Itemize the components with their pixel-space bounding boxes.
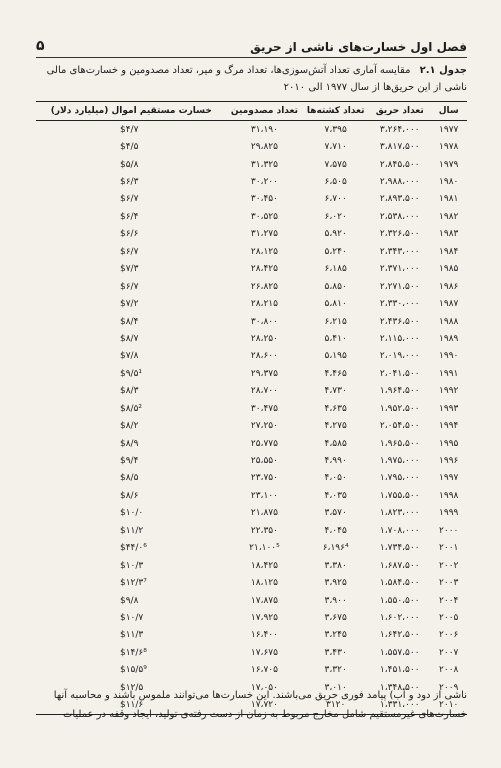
cell-property-loss: $۹/۴ bbox=[120, 456, 139, 467]
cell-year: ۱۹۹۵ bbox=[439, 438, 459, 449]
cell-year: ۱۹۹۲ bbox=[439, 386, 459, 397]
cell-property-loss: $۸/۳ bbox=[120, 386, 139, 397]
cell-fires: ۱،۶۰۲،۰۰۰ bbox=[379, 612, 420, 623]
cell-injuries: ۱۷،۷۲۰ bbox=[227, 696, 303, 714]
cell-year: ۲۰۰۴ bbox=[439, 595, 459, 606]
table-caption-label: جدول ۲.۱ bbox=[419, 65, 467, 76]
cell-injuries: ۲۳،۷۵۰ bbox=[250, 473, 278, 484]
cell-deaths: ۶،۱۹۶⁴ bbox=[322, 543, 349, 554]
cell-deaths: ۵،۴۱۰ bbox=[324, 333, 347, 344]
cell-fires: ۱،۵۵۷،۵۰۰ bbox=[379, 647, 420, 658]
table-row bbox=[36, 505, 467, 522]
cell-year: ۱۹۸۷ bbox=[439, 299, 459, 310]
table-row bbox=[36, 662, 467, 679]
cell-property-loss: $۱۴/۶⁸ bbox=[120, 647, 147, 658]
cell-deaths: ۳،۴۳۰ bbox=[324, 647, 347, 658]
chapter-title: فصل اول خسارت‌های ناشی از حریق bbox=[250, 40, 467, 54]
cell-injuries: ۲۲،۳۵۰ bbox=[250, 525, 278, 536]
cell-fires: ۱،۵۸۴،۵۰۰ bbox=[379, 578, 420, 589]
cell-property-loss: $۶/۳ bbox=[120, 177, 139, 188]
body-text-line-2: خسارت‌های غیرمستقیم شامل مخارج مربوط به زمان از دست رفته‌ی تولید، ایجاد وقفه در عملیات bbox=[62, 709, 467, 720]
cell-fires: ۲،۰۴۱،۵۰۰ bbox=[379, 368, 420, 379]
cell-property-loss: $۶/۷ bbox=[120, 194, 139, 205]
cell-fires: ۲،۳۲۶،۵۰۰ bbox=[379, 229, 420, 240]
cell-year: ۲۰۰۲ bbox=[439, 560, 459, 571]
cell-fires: ۲،۰۱۹،۰۰۰ bbox=[379, 351, 420, 362]
cell-injuries: ۲۸،۴۲۵ bbox=[250, 264, 278, 275]
cell-injuries: ۲۶،۸۲۵ bbox=[250, 281, 278, 292]
cell-fires: ۲،۸۴۵،۵۰۰ bbox=[379, 159, 420, 170]
cell-fires: ۱،۹۷۵،۰۰۰ bbox=[379, 456, 420, 467]
body-text-line-1: ناشی از دود و آب) پیامد فوری حریق می‌باشند. این خسارت‌ها می‌توانند ملموس باشند و محاسبه آنها bbox=[53, 690, 467, 701]
cell-deaths: ۳،۹۲۵ bbox=[324, 578, 347, 589]
cell-deaths: ۴،۹۹۰ bbox=[324, 456, 347, 467]
cell-year: ۲۰۰۵ bbox=[439, 612, 459, 623]
cell-year: ۲۰۰۸ bbox=[439, 665, 459, 676]
cell-injuries: ۳۰،۴۵۰ bbox=[250, 194, 278, 205]
cell-deaths: ۷،۳۹۵ bbox=[324, 124, 347, 135]
cell-fires: ۲،۱۱۵،۰۰۰ bbox=[379, 333, 420, 344]
cell-fires: ۱،۷۹۵،۰۰۰ bbox=[379, 473, 420, 484]
table-row bbox=[36, 330, 467, 347]
cell-fires: ۱،۳۳۱،۰۰۰ bbox=[369, 696, 430, 714]
table-row bbox=[36, 609, 467, 626]
cell-property-loss: $۱۰/۳ bbox=[120, 560, 144, 571]
cell-year: ۲۰۰۹ bbox=[439, 682, 459, 693]
table-row bbox=[36, 435, 467, 452]
cell-property-loss: $۸/۷ bbox=[120, 333, 139, 344]
cell-year: ۱۹۷۹ bbox=[439, 159, 459, 170]
cell-injuries: ۲۹،۳۷۵ bbox=[250, 368, 278, 379]
table-row bbox=[36, 138, 467, 155]
table-row bbox=[36, 470, 467, 487]
col-header-year: سال bbox=[430, 102, 467, 121]
cell-property-loss: $۱۲/۳⁷ bbox=[120, 578, 147, 589]
cell-year: ۲۰۰۶ bbox=[439, 630, 459, 641]
cell-year: ۱۹۹۷ bbox=[439, 473, 459, 484]
cell-deaths: ۳،۳۲۰ bbox=[324, 665, 347, 676]
cell-fires: ۱،۹۶۴،۵۰۰ bbox=[379, 386, 420, 397]
cell-fires: ۲،۸۹۳،۵۰۰ bbox=[379, 194, 420, 205]
table-row bbox=[36, 261, 467, 278]
cell-property-loss: $۴/۷ bbox=[120, 124, 139, 135]
table-row bbox=[36, 313, 467, 330]
cell-property-loss: $۸/۵² bbox=[120, 403, 143, 414]
cell-property-loss: $۶/۴ bbox=[120, 211, 139, 222]
cell-property-loss: $۶/۷ bbox=[120, 281, 139, 292]
cell-deaths: ۴،۴۶۵ bbox=[324, 368, 347, 379]
cell-injuries: ۱۸،۴۲۵ bbox=[250, 560, 278, 571]
cell-deaths: ۵،۸۵۰ bbox=[324, 281, 347, 292]
table-row bbox=[36, 557, 467, 574]
cell-injuries: ۱۷،۰۵۰ bbox=[250, 682, 278, 693]
page-header bbox=[36, 28, 467, 58]
cell-year: ۱۹۸۸ bbox=[439, 316, 459, 327]
cell-deaths: ۴،۰۳۵ bbox=[324, 490, 347, 501]
table-row bbox=[36, 487, 467, 504]
cell-deaths: ۵،۹۲۰ bbox=[324, 229, 347, 240]
cell-deaths: ۶،۷۰۰ bbox=[324, 194, 347, 205]
table-row bbox=[36, 191, 467, 208]
cell-year: ۱۹۸۰ bbox=[439, 177, 459, 188]
cell-fires: ۳،۸۱۷،۵۰۰ bbox=[379, 142, 420, 153]
cell-deaths: ۴،۰۵۰ bbox=[324, 473, 347, 484]
cell-injuries: ۲۸،۱۲۵ bbox=[250, 246, 278, 257]
table-row bbox=[36, 365, 467, 382]
cell-fires: ۲،۹۸۸،۰۰۰ bbox=[379, 177, 420, 188]
table-row bbox=[36, 592, 467, 609]
cell-injuries: ۲۱،۱۰۰⁵ bbox=[249, 543, 280, 554]
cell-deaths: ۶،۱۸۵ bbox=[324, 264, 347, 275]
table-row bbox=[36, 278, 467, 295]
cell-property-loss: $۸/۲ bbox=[120, 421, 139, 432]
cell-fires: ۱،۸۲۳،۰۰۰ bbox=[379, 508, 420, 519]
col-header-deaths: تعداد کشته‌ها bbox=[302, 102, 369, 121]
cell-fires: ۱،۷۵۵،۵۰۰ bbox=[379, 490, 420, 501]
cell-property-loss: $۸/۴ bbox=[120, 316, 139, 327]
cell-year: ۱۹۸۴ bbox=[439, 246, 459, 257]
table-header-row bbox=[36, 102, 467, 121]
table-row bbox=[36, 208, 467, 225]
cell-injuries: ۳۱،۲۷۵ bbox=[250, 229, 278, 240]
cell-deaths: ۶،۰۲۰ bbox=[324, 211, 347, 222]
cell-property-loss: $۸/۹ bbox=[120, 438, 139, 449]
cell-property-loss: $۱۰/۷ bbox=[120, 612, 144, 623]
cell-year: ۱۹۸۳ bbox=[439, 229, 459, 240]
cell-year: ۱۹۹۹ bbox=[439, 508, 459, 519]
cell-year: ۲۰۰۰ bbox=[439, 525, 459, 536]
cell-deaths: ۵،۸۱۰ bbox=[324, 299, 347, 310]
cell-year: ۱۹۹۱ bbox=[439, 368, 459, 379]
cell-injuries: ۱۷،۹۲۵ bbox=[250, 612, 278, 623]
cell-injuries: ۱۷،۸۷۵ bbox=[250, 595, 278, 606]
cell-injuries: ۱۶،۴۰۰ bbox=[250, 630, 278, 641]
cell-year: ۱۹۹۶ bbox=[439, 456, 459, 467]
cell-deaths: ۳،۹۰۰ bbox=[324, 595, 347, 606]
cell-year: ۲۰۰۳ bbox=[439, 578, 459, 589]
cell-injuries: ۳۱،۳۲۵ bbox=[250, 159, 278, 170]
table-row bbox=[36, 644, 467, 661]
cell-property-loss: $۵/۸ bbox=[120, 159, 139, 170]
cell-injuries: ۱۸،۱۲۵ bbox=[250, 578, 278, 589]
body-text bbox=[36, 686, 467, 724]
cell-fires: ۱،۵۵۰،۵۰۰ bbox=[379, 595, 420, 606]
cell-property-loss: $۸/۵ bbox=[120, 473, 139, 484]
cell-year: ۱۹۹۰ bbox=[439, 351, 459, 362]
cell-property-loss: $۹/۵¹ bbox=[120, 368, 143, 379]
cell-fires: ۱،۹۶۵،۵۰۰ bbox=[379, 438, 420, 449]
table-row bbox=[36, 627, 467, 644]
cell-injuries: ۳۰،۴۷۵ bbox=[250, 403, 278, 414]
cell-year: ۲۰۱۰ bbox=[430, 696, 467, 714]
cell-fires: ۲،۲۷۱،۵۰۰ bbox=[379, 281, 420, 292]
cell-deaths: ۷،۷۱۰ bbox=[324, 142, 347, 153]
cell-injuries: ۲۱،۸۷۵ bbox=[250, 508, 278, 519]
cell-year: ۱۹۸۱ bbox=[439, 194, 459, 205]
cell-property-loss: $۱۱/۶ bbox=[36, 696, 227, 714]
table-row bbox=[36, 348, 467, 365]
cell-property-loss: $۷/۲ bbox=[120, 299, 139, 310]
cell-deaths: ۷،۵۷۵ bbox=[324, 159, 347, 170]
cell-property-loss: $۴/۵ bbox=[120, 142, 139, 153]
page-number: ۵ bbox=[36, 38, 45, 54]
cell-deaths: ۳،۰۱۰ bbox=[324, 682, 347, 693]
table-row bbox=[36, 226, 467, 243]
cell-property-loss: $۴۴/۰⁶ bbox=[120, 543, 147, 554]
cell-property-loss: $۱۲/۵ bbox=[120, 682, 144, 693]
cell-year: ۱۹۸۶ bbox=[439, 281, 459, 292]
col-header-property-loss: خسارت مستقیم اموال (میلیارد دلار) bbox=[36, 102, 227, 121]
cell-fires: ۱،۶۴۲،۵۰۰ bbox=[379, 630, 420, 641]
cell-injuries: ۲۵،۵۵۰ bbox=[250, 456, 278, 467]
cell-injuries: ۳۱،۱۹۰ bbox=[250, 124, 278, 135]
cell-property-loss: $۹/۸ bbox=[120, 595, 139, 606]
cell-property-loss: $۱۵/۵⁹ bbox=[120, 665, 147, 676]
cell-year: ۱۹۸۹ bbox=[439, 333, 459, 344]
cell-injuries: ۲۵،۷۷۵ bbox=[250, 438, 278, 449]
cell-fires: ۳،۲۶۴،۰۰۰ bbox=[379, 124, 420, 135]
cell-fires: ۱،۴۵۱،۵۰۰ bbox=[379, 665, 420, 676]
cell-injuries: ۲۹،۸۲۵ bbox=[250, 142, 278, 153]
cell-injuries: ۳۰،۵۲۵ bbox=[250, 211, 278, 222]
table-row bbox=[36, 540, 467, 557]
cell-property-loss: $۱۱/۳ bbox=[120, 630, 144, 641]
cell-year: ۱۹۷۷ bbox=[439, 124, 459, 135]
cell-injuries: ۲۸،۶۰۰ bbox=[250, 351, 278, 362]
table-body bbox=[36, 121, 467, 715]
cell-fires: ۲،۰۵۴،۵۰۰ bbox=[379, 421, 420, 432]
table-row bbox=[36, 452, 467, 469]
col-header-fires: تعداد حریق bbox=[369, 102, 430, 121]
table-row bbox=[36, 522, 467, 539]
cell-property-loss: $۸/۶ bbox=[120, 490, 139, 501]
table-row bbox=[36, 417, 467, 434]
cell-year: ۱۹۷۸ bbox=[439, 142, 459, 153]
table-row bbox=[36, 295, 467, 312]
cell-deaths: ۳،۵۷۰ bbox=[324, 508, 347, 519]
cell-deaths: ۴،۲۷۵ bbox=[324, 421, 347, 432]
cell-year: ۲۰۰۱ bbox=[439, 543, 459, 554]
cell-fires: ۱،۹۵۲،۵۰۰ bbox=[379, 403, 420, 414]
cell-fires: ۲،۳۷۱،۰۰۰ bbox=[379, 264, 420, 275]
cell-property-loss: $۷/۳ bbox=[120, 264, 139, 275]
cell-fires: ۲،۳۳۰،۰۰۰ bbox=[379, 299, 420, 310]
cell-year: ۱۹۹۴ bbox=[439, 421, 459, 432]
cell-deaths: ۵،۲۴۰ bbox=[324, 246, 347, 257]
table-row bbox=[36, 173, 467, 190]
cell-fires: ۱،۷۳۴،۵۰۰ bbox=[379, 543, 420, 554]
cell-fires: ۱،۷۰۸،۰۰۰ bbox=[379, 525, 420, 536]
cell-injuries: ۳۰،۲۰۰ bbox=[250, 177, 278, 188]
cell-deaths: ۴،۶۳۵ bbox=[324, 403, 347, 414]
cell-injuries: ۲۸،۲۵۰ bbox=[250, 333, 278, 344]
cell-fires: ۱،۶۸۷،۵۰۰ bbox=[379, 560, 420, 571]
table-caption-text: مقایسه آماری تعداد آتش‌سوزی‌ها، تعداد مرگ و میر، تعداد مصدومین و خسارت‌های مالی ناشی از این حریق‌ها از سال ۱۹۷۷ الی ۲۰۱۰ bbox=[46, 65, 467, 93]
cell-year: ۱۹۸۵ bbox=[439, 264, 459, 275]
cell-fires: ۲،۴۳۶،۵۰۰ bbox=[379, 316, 420, 327]
cell-property-loss: $۶/۶ bbox=[120, 229, 139, 240]
cell-deaths: ۳،۲۴۵ bbox=[324, 630, 347, 641]
cell-property-loss: $۷/۸ bbox=[120, 351, 139, 362]
table-row bbox=[36, 121, 467, 139]
cell-deaths: ۶،۵۰۵ bbox=[324, 177, 347, 188]
table-row bbox=[36, 156, 467, 173]
fire-statistics-table bbox=[36, 101, 467, 715]
cell-year: ۱۹۹۸ bbox=[439, 490, 459, 501]
cell-property-loss: $۱۰/۰ bbox=[120, 508, 144, 519]
cell-fires: ۲،۳۴۳،۰۰۰ bbox=[379, 246, 420, 257]
cell-property-loss: $۱۱/۲ bbox=[120, 525, 144, 536]
cell-deaths: ۴،۷۳۰ bbox=[324, 386, 347, 397]
cell-injuries: ۱۷،۶۷۵ bbox=[250, 647, 278, 658]
table-row bbox=[36, 383, 467, 400]
cell-deaths: ۴،۰۴۵ bbox=[324, 525, 347, 536]
cell-injuries: ۲۸،۷۰۰ bbox=[250, 386, 278, 397]
cell-deaths: ۵،۱۹۵ bbox=[324, 351, 347, 362]
cell-deaths: ۳،۶۷۵ bbox=[324, 612, 347, 623]
cell-injuries: ۱۶،۷۰۵ bbox=[250, 665, 278, 676]
cell-fires: ۱،۳۴۸،۵۰۰ bbox=[379, 682, 420, 693]
cell-year: ۱۹۹۳ bbox=[439, 403, 459, 414]
table-row bbox=[36, 243, 467, 260]
table-caption bbox=[36, 62, 467, 96]
cell-year: ۱۹۸۲ bbox=[439, 211, 459, 222]
cell-deaths: ۶،۲۱۵ bbox=[324, 316, 347, 327]
cell-injuries: ۳۰،۸۰۰ bbox=[250, 316, 278, 327]
cell-injuries: ۲۸،۲۱۵ bbox=[250, 299, 278, 310]
cell-deaths: ۴،۵۸۵ bbox=[324, 438, 347, 449]
cell-injuries: ۲۳،۱۰۰ bbox=[250, 490, 278, 501]
col-header-injuries: تعداد مصدومین bbox=[227, 102, 303, 121]
cell-deaths: ۳۱۲۰ bbox=[302, 696, 369, 714]
table-row bbox=[36, 400, 467, 417]
cell-fires: ۲،۵۳۸،۰۰۰ bbox=[379, 211, 420, 222]
cell-property-loss: $۶/۷ bbox=[120, 246, 139, 257]
table-row bbox=[36, 574, 467, 591]
cell-injuries: ۲۷،۲۵۰ bbox=[250, 421, 278, 432]
cell-deaths: ۳،۳۸۰ bbox=[324, 560, 347, 571]
cell-year: ۲۰۰۷ bbox=[439, 647, 459, 658]
